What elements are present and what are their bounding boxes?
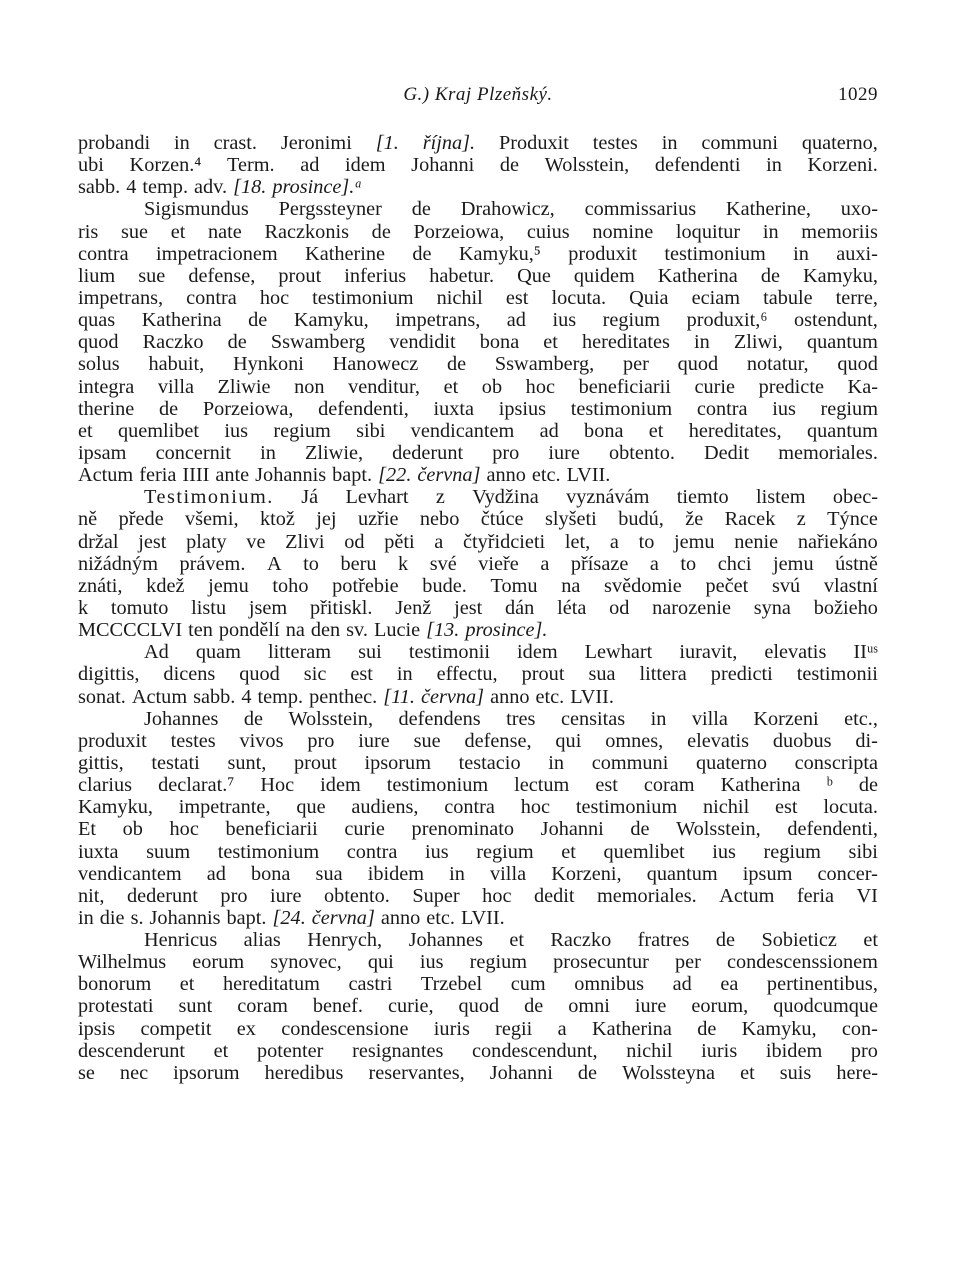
running-title: G.) Kraj Plzeňský. [403, 84, 553, 105]
text-line: iuxta suum testimonium contra ius regium et quemlibet ius regium sibi [78, 840, 878, 863]
text-line: probandi in crast. Jeronimi [1. října]. Produxit testes in communi quaterno, [78, 132, 878, 154]
text-line: solus habuit, Hynkoni Hanowecz de Sswamberg, per quod notatur, quod [78, 353, 878, 376]
text-line: digittis, dicens quod sic est in effectu, prout sua littera predicti testimonii [78, 663, 878, 686]
running-head [78, 84, 878, 112]
text-line: clarius declarat.⁷ Hoc idem testimonium lectum est coram Katherina ᵇ de [78, 774, 878, 797]
text-line: sonat. Actum sabb. 4 temp. penthec. [11. června] anno etc. LVII. [78, 685, 614, 708]
text-line: in die s. Johannis bapt. [24. června] anno etc. LVII. [78, 906, 505, 929]
text-line: Johannes de Wolsstein, defendens tres censitas in villa Korzeni etc., [144, 707, 878, 730]
text-line: et quemlibet ius regium sibi vendicantem ad bona et hereditates, quantum [78, 419, 878, 442]
body-text [78, 132, 878, 1084]
text-line: quod Raczko de Sswamberg vendidit bona et hereditates in Zliwi, quantum [78, 331, 878, 354]
text-line: integra villa Zliwie non venditur, et ob hoc beneficiarii curie predicte Ka- [78, 375, 878, 398]
text-line: produxit testes vivos pro iure sue defense, qui omnes, elevatis duobus di- [78, 729, 878, 752]
text-line: Actum feria IIII ante Johannis bapt. [22. června] anno etc. LVII. [78, 464, 611, 487]
text-line: MCCCCLVI ten pondělí na den sv. Lucie [13. prosince]. [78, 619, 548, 642]
text-line: Kamyku, impetrante, que audiens, contra hoc testimonium nichil est locuta. [78, 796, 878, 819]
text-line: Testimonium. Já Levhart z Vydžina vyznávám tiemto listem obec- [144, 486, 878, 509]
text-line: impetrans, contra hoc testimonium nichil est locuta. Quia eciam tabule terre, [78, 286, 878, 309]
text-line: Henricus alias Henrych, Johannes et Raczko fratres de Sobieticz et [144, 929, 878, 952]
text-line: therine de Porzeiowa, defendenti, iuxta ipsius testimonium contra ius regium [78, 397, 878, 420]
text-line: contra impetracionem Katherine de Kamyku,⁵ produxit testimonium in auxi- [78, 242, 878, 265]
text-line: držal jest platy ve Zlivi od pěti a čtyřidcieti let, a to jemu nenie nařiekáno [78, 530, 878, 553]
text-line: se nec ipsorum heredibus reservantes, Johanni de Wolssteyna et suis here- [78, 1061, 878, 1084]
text-line: nižádným právem. A to beru k své vieře a přísaze a to chci jemu ústně [78, 552, 878, 575]
text-line: znáti, kdež jemu toho potřebie bude. Tomu na svědomie pečet svú vlastní [78, 574, 878, 597]
text-line: sabb. 4 temp. adv. [18. prosince].ᵃ [78, 176, 363, 199]
text-line: ipsam concernit in Zliwie, dederunt pro iure obtento. Dedit memoriales. [78, 441, 878, 464]
page-number: 1029 [838, 84, 878, 105]
text-line: gittis, testati sunt, prout ipsorum testacio in communi quaterno conscripta [78, 751, 878, 774]
text-line: lium sue defense, prout inferius habetur. Que quidem Katherina de Kamyku, [78, 264, 878, 287]
text-line: k tomuto listu jsem přitiskl. Jenž jest dán léta od narozenie syna božieho [78, 596, 878, 619]
text-line: ně přede všemi, ktož jej uzřie nebo čtúce slyšeti budú, že Racek z Týnce [78, 508, 878, 531]
text-line: Sigismundus Pergssteyner de Drahowicz, commissarius Katherine, uxo- [144, 198, 878, 221]
text-line: ris sue et nate Raczkonis de Porzeiowa, cuius nomine loquitur in memoriis [78, 220, 878, 243]
text-line: descenderunt et potenter resignantes condescendunt, nichil iuris ibidem pro [78, 1039, 878, 1062]
text-line: quas Katherina de Kamyku, impetrans, ad ius regium produxit,⁶ ostendunt, [78, 309, 878, 332]
text-line: Wilhelmus eorum synovec, qui ius regium prosecuntur per condescenssionem [78, 951, 878, 974]
text-line: ubi Korzen.⁴ Term. ad idem Johanni de Wolsstein, defendenti in Korzeni. [78, 154, 878, 177]
text-line: ipsis competit ex condescensione iuris regii a Katherina de Kamyku, con- [78, 1017, 878, 1040]
text-line: Ad quam litteram sui testimonii idem Lewhart iuravit, elevatis IIᵘˢ [144, 641, 878, 664]
text-line: Et ob hoc beneficiarii curie prenominato Johanni de Wolsstein, defendenti, [78, 818, 878, 841]
text-line: nit, dederunt pro iure obtento. Super hoc dedit memoriales. Actum feria VI [78, 884, 878, 907]
text-line: vendicantem ad bona sua ibidem in villa Korzeni, quantum ipsum concer- [78, 862, 878, 885]
text-line: protestati sunt coram benef. curie, quod de omni iure eorum, quodcumque [78, 995, 878, 1018]
text-line: bonorum et hereditatum castri Trzebel cum omnibus ad ea pertinentibus, [78, 973, 878, 996]
